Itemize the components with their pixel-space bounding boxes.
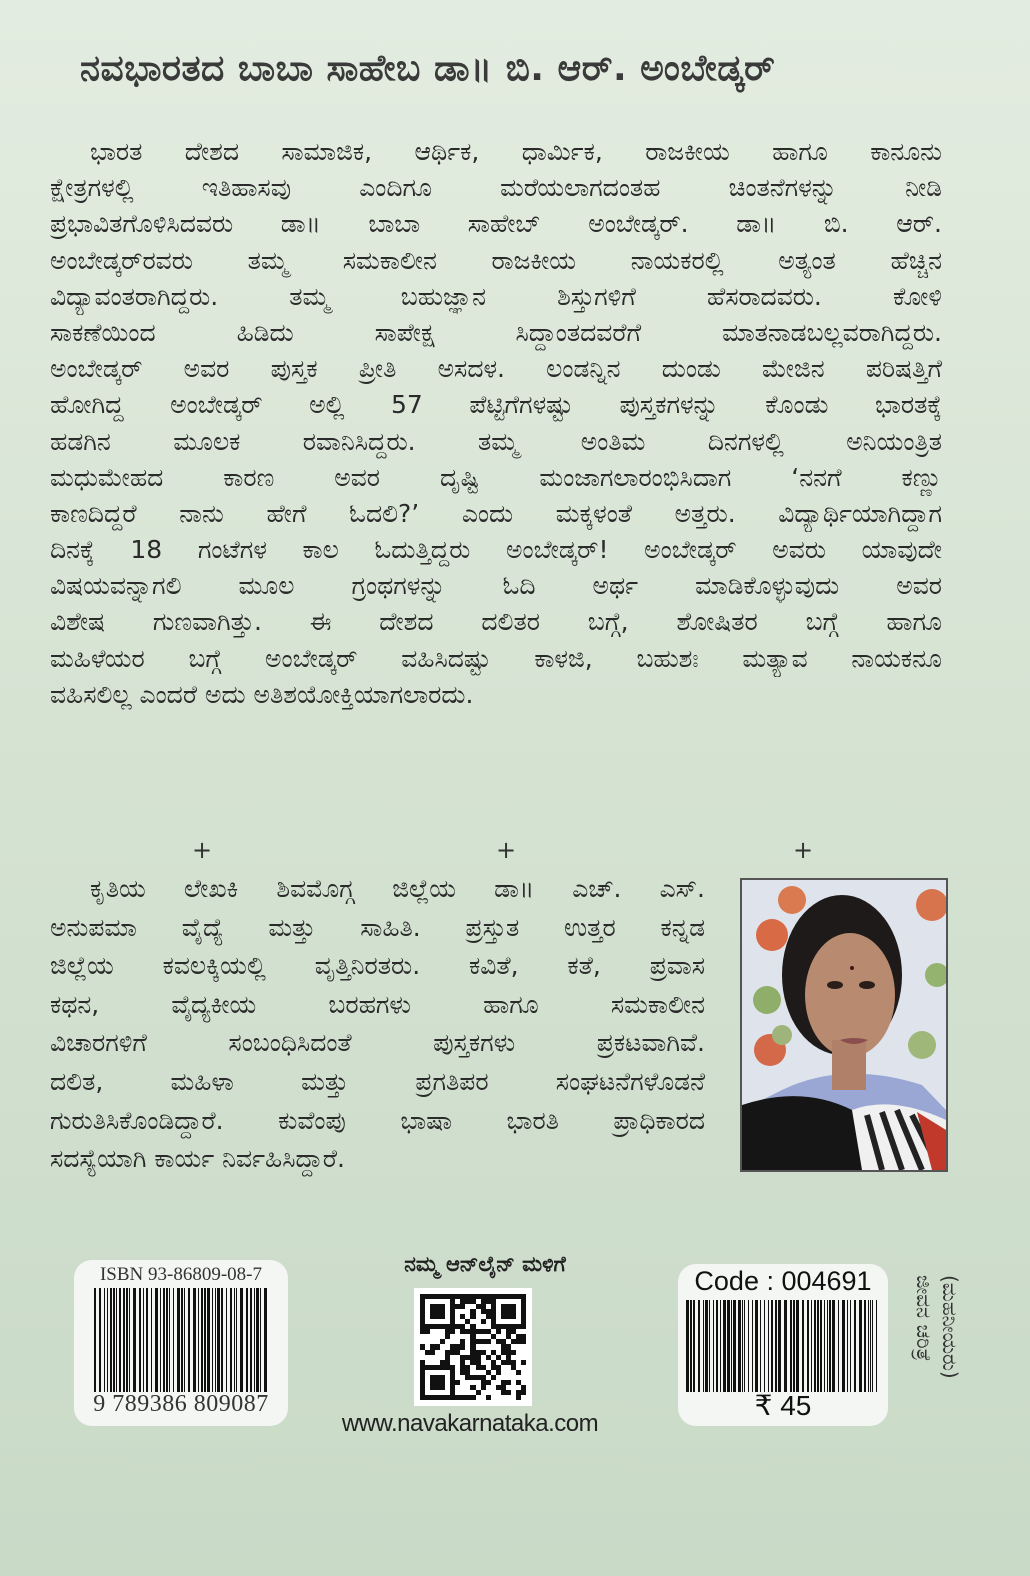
barcode-bar: [847, 1300, 848, 1392]
about-author-paragraph: [50, 870, 705, 1179]
barcode-bar: [146, 1288, 148, 1392]
barcode-bar: [760, 1300, 761, 1392]
barcode-bar: [260, 1288, 261, 1392]
barcode-bar: [793, 1300, 796, 1392]
barcode-bar: [742, 1300, 743, 1392]
text-line: ಕ್ಷೇತ್ರಗಳಲ್ಲಿ ಇತಿಹಾಸವು ಎಂದಿಗೂ ಮರೆಯಲಾಗದಂತಹ ಚಿಂತನೆಗಳನ್ನು ನೀಡಿ: [50, 173, 942, 203]
barcode-bar: [193, 1288, 196, 1392]
price: ₹ 45: [754, 1390, 812, 1421]
text-line: ಮಹಿಳೆಯರ ಬಗ್ಗೆ ಅಂಬೇಡ್ಕರ್ ವಹಿಸಿದಷ್ಟು ಕಾಳಜಿ, ಬಹುಶಃ ಮತ್ಯಾವ ನಾಯಕನೂ: [50, 643, 942, 673]
text-line: ಸದಸ್ಯೆಯಾಗಿ ಕಾರ್ಯ ನಿರ್ವಹಿಸಿದ್ದಾರೆ.: [50, 1144, 345, 1174]
barcode-bar: [776, 1300, 777, 1392]
text-line: ಜಿಲ್ಲೆಯ ಕವಲಕ್ಕಿಯಲ್ಲಿ ವೃತ್ತಿನಿರತರು. ಕವಿತೆ, ಕತೆ, ಪ್ರವಾಸ: [50, 951, 705, 981]
barcode-bar: [784, 1300, 787, 1392]
category-text: ಜೀವನ ಚರಿತ್ರೆ: [912, 1275, 936, 1361]
barcode-bar: [727, 1300, 730, 1392]
text-line: ದಲಿತ, ಮಹಿಳಾ ಮತ್ತು ಪ್ರಗತಿಪರ ಸಂಘಟನೆಗಳೊಡನೆ: [50, 1066, 705, 1096]
barcode-bar: [173, 1288, 174, 1392]
barcode-bar: [123, 1288, 125, 1392]
barcode-bar: [143, 1288, 144, 1392]
barcode-bar: [686, 1300, 689, 1392]
isbn-barcode-label: [74, 1260, 288, 1426]
spine-category: [900, 1275, 962, 1435]
barcode-bar: [778, 1300, 781, 1392]
separator-plus: +: [192, 836, 213, 864]
qr-module: [521, 1395, 526, 1400]
barcode-bar: [234, 1288, 235, 1392]
barcode-bar: [201, 1288, 203, 1392]
barcode-bar: [859, 1300, 862, 1392]
text-line: ಭಾರತ ದೇಶದ ಸಾಮಾಜಿಕ, ಆರ್ಥಿಕ, ಧಾರ್ಮಿಕ, ರಾಜಕೀಯ ಹಾಗೂ ಕಾನೂನು: [90, 137, 942, 166]
barcode-bar: [254, 1288, 255, 1392]
barcode-bar: [764, 1300, 765, 1392]
barcode-bar: [811, 1300, 813, 1392]
text-line: ವಿಶೇಷ ಗುಣವಾಗಿತ್ತು. ಈ ದೇಶದ ದಲಿತರ ಬಗ್ಗೆ, ಶೋಷಿತರ ಬಗ್ಗೆ ಹಾಗೂ: [50, 607, 942, 637]
text-line: ದಿನಕ್ಕೆ 18 ಗಂಟೆಗಳ ಕಾಲ ಓದುತ್ತಿದ್ದರು ಅಂಬೇಡ್ಕರ್! ಅಂಬೇಡ್ಕರ್ ಅವರು ಯಾವುದೇ: [50, 535, 942, 565]
barcode-bar: [204, 1288, 206, 1392]
barcode-bar: [876, 1300, 877, 1392]
text-line: ವಿಷಯವನ್ನಾಗಲಿ ಮೂಲ ಗ್ರಂಥಗಳನ್ನು ಓದಿ ಅರ್ಥ ಮಾಡಿಕೊಳ್ಳುವುದು ಅವರ: [50, 571, 942, 601]
barcode-bar: [177, 1288, 180, 1392]
barcode-bar: [264, 1288, 267, 1392]
barcode-bar: [217, 1288, 220, 1392]
barcode-bar: [113, 1288, 115, 1392]
barcode-bar: [820, 1300, 822, 1392]
barcode-bar: [184, 1288, 185, 1392]
website-link[interactable]: www.navakarnataka.com: [341, 1410, 599, 1437]
barcode-bar: [870, 1300, 871, 1392]
barcode-bar: [768, 1300, 769, 1392]
barcode-bar: [842, 1300, 845, 1392]
barcode-bar: [198, 1288, 199, 1392]
text-line: ಪ್ರಭಾವಿತಗೊಳಿಸಿದವರು ಡಾ॥ ಬಾಬಾ ಸಾಹೇಬ್ ಅಂಬೇಡ್ಕರ್. ಡಾ॥ ಬಿ. ಆರ್.: [50, 209, 942, 239]
barcode-bar: [151, 1288, 152, 1392]
barcode-bar: [854, 1300, 856, 1392]
barcode-bar: [129, 1288, 130, 1392]
text-line: ವಿಚಾರಗಳಿಗೆ ಸಂಬಂಧಿಸಿದಂತೆ ಪುಸ್ತಕಗಳು ಪ್ರಕಟವಾಗಿವೆ.: [50, 1028, 705, 1058]
barcode-bar: [775, 1300, 776, 1392]
barcode-bar: [850, 1300, 852, 1392]
barcode-bar: [250, 1288, 252, 1392]
barcode-bar: [790, 1300, 792, 1392]
isbn-number: 9 789386 809087: [93, 1391, 269, 1417]
barcode-bar: [240, 1288, 243, 1392]
separator-plus: +: [496, 836, 517, 864]
barcode-bar: [133, 1288, 136, 1392]
barcode-bar: [755, 1300, 758, 1392]
barcode-bar: [163, 1288, 165, 1392]
barcode-bar: [829, 1300, 832, 1392]
barcode-bar: [814, 1300, 816, 1392]
barcode-bar: [738, 1300, 741, 1392]
price-code-label: [678, 1264, 888, 1426]
barcode-bar: [720, 1300, 721, 1392]
barcode-bar: [827, 1300, 828, 1392]
code-barcode: [686, 1300, 880, 1392]
text-line: ಗುರುತಿಸಿಕೊಂಡಿದ್ದಾರೆ. ಕುವೆಂಪು ಭಾಷಾ ಭಾರತಿ ಪ್ರಾಧಿಕಾರದ: [50, 1105, 705, 1135]
text-line: ಕೃತಿಯ ಲೇಖಕಿ ಶಿವಮೊಗ್ಗ ಜಿಲ್ಲೆಯ ಡಾ॥ ಎಚ್. ಎಸ್.: [90, 874, 705, 903]
barcode-bar: [832, 1300, 835, 1392]
barcode-bar: [256, 1288, 259, 1392]
barcode-bar: [94, 1288, 96, 1392]
text-line: ಸಾಕಣೆಯಿಂದ ಹಿಡಿದು ಸಾಪೇಕ್ಷ ಸಿದ್ಧಾಂತದವರೆಗೆ ಮಾತನಾಡಬಲ್ಲವರಾಗಿದ್ದರು.: [50, 317, 942, 347]
barcode-bar: [119, 1288, 122, 1392]
barcode-bar: [99, 1288, 101, 1392]
barcode-bar: [709, 1300, 710, 1392]
barcode-bar: [226, 1288, 227, 1392]
barcode-bar: [107, 1288, 108, 1392]
barcode-bar: [160, 1288, 161, 1392]
barcode-bar: [744, 1300, 745, 1392]
barcode-bar: [872, 1300, 873, 1392]
text-line: ಕಾಣದಿದ್ದರೆ ನಾನು ಹೇಗೆ ಓದಲಿ?’ ಎಂದು ಮಕ್ಕಳಂತೆ ಅತ್ತರು. ವಿದ್ಯಾರ್ಥಿಯಾಗಿದ್ದಾಗ: [50, 498, 942, 528]
barcode-bar: [752, 1300, 754, 1392]
barcode-bar: [181, 1288, 184, 1392]
barcode-bar: [868, 1300, 870, 1392]
text-line: ಅಂಬೇಡ್ಕರ್ ಅವರ ಪುಸ್ತಕ ಪ್ರೀತಿ ಅಸದಳ. ಲಂಡನ್ನಿನ ದುಂಡು ಮೇಜಿನ ಪರಿಷತ್ತಿಗೆ: [50, 354, 942, 384]
barcode-bar: [817, 1300, 819, 1392]
barcode-bar: [723, 1300, 726, 1392]
barcode-bar: [169, 1288, 170, 1392]
barcode-bar: [139, 1288, 141, 1392]
separator-plus: +: [793, 836, 814, 864]
barcode-bar: [703, 1300, 704, 1392]
barcode-bar: [698, 1300, 700, 1392]
online-store-label: ನಮ್ಮ ಆನ್‌ಲೈನ್ ಮಳಿಗೆ: [404, 1252, 566, 1276]
barcode-bar: [690, 1300, 692, 1392]
barcode-bar: [771, 1300, 773, 1392]
barcode-bar: [716, 1300, 718, 1392]
book-title: ನವಭಾರತದ ಬಾಬಾ ಸಾಹೇಬ ಡಾ॥ ಬಿ. ಆರ್. ಅಂಬೇಡ್ಕರ್: [80, 48, 776, 89]
barcode-bar: [824, 1300, 825, 1392]
barcode-bar: [126, 1288, 128, 1392]
barcode-bar: [116, 1288, 117, 1392]
barcode-bar: [215, 1288, 216, 1392]
barcode-bar: [207, 1288, 210, 1392]
barcode-bar: [104, 1288, 105, 1392]
barcode-bar: [733, 1300, 736, 1392]
barcode-bar: [212, 1288, 213, 1392]
barcode-bar: [802, 1300, 804, 1392]
about-ambedkar-paragraph: [50, 134, 942, 713]
barcode-bar: [155, 1288, 158, 1392]
barcode-bar: [705, 1300, 708, 1392]
text-line: ಅಂಬೇಡ್ಕರ್‌ರವರು ತಮ್ಮ ಸಮಕಾಲೀನ ರಾಜಕೀಯ ನಾಯಕರಲ್ಲಿ ಅತ್ಯಂತ ಹೆಚ್ಚಿನ: [50, 245, 942, 275]
barcode-bar: [166, 1288, 168, 1392]
barcode-bar: [748, 1300, 749, 1392]
text-line: ಕಥನ, ವೈದ್ಯಕೀಯ ಬರಹಗಳು ಹಾಗೂ ಸಮಕಾಲೀನ: [50, 989, 705, 1019]
barcode-bar: [807, 1300, 809, 1392]
text-line: ಅನುಪಮಾ ವೈದ್ಯೆ ಮತ್ತು ಸಾಹಿತಿ. ಪ್ರಸ್ತುತ ಉತ್ತರ ಕನ್ನಡ: [50, 912, 705, 942]
product-code: Code : 004691: [694, 1266, 872, 1296]
series-text: (ಮಹನೀಯರು): [938, 1275, 962, 1379]
barcode-bar: [110, 1288, 112, 1392]
barcode-bar: [838, 1300, 839, 1392]
text-line: ಹೋಗಿದ್ದ ಅಂಬೇಡ್ಕರ್ ಅಲ್ಲಿ 57 ಪೆಟ್ಟಿಗೆಗಳಷ್ಟು ಪುಸ್ತಕಗಳನ್ನು ಕೊಂಡು ಭಾರತಕ್ಕೆ: [50, 390, 942, 420]
isbn-barcode: [94, 1288, 270, 1392]
barcode-bar: [796, 1300, 799, 1392]
barcode-bar: [693, 1300, 696, 1392]
barcode-bar: [230, 1288, 232, 1392]
text-line: ಹಡಗಿನ ಮೂಲಕ ರವಾನಿಸಿದ್ದರು. ತಮ್ಮ ಅಂತಿಮ ದಿನಗಳಲ್ಲಿ ಅನಿಯಂತ್ರಿತ: [50, 426, 942, 456]
barcode-bar: [236, 1288, 237, 1392]
barcode-bar: [864, 1300, 866, 1392]
text-line: ಮಧುಮೇಹದ ಕಾರಣ ಅವರ ದೃಷ್ಟಿ ಮಂಜಾಗಲಾರಂಭಿಸಿದಾಗ ‘ನನಗೆ ಕಣ್ಣು: [50, 462, 942, 492]
author-photo: [740, 878, 948, 1172]
barcode-bar: [246, 1288, 248, 1392]
barcode-bar: [731, 1300, 732, 1392]
barcode-bar: [221, 1288, 223, 1392]
barcode-bar: [188, 1288, 190, 1392]
qr-code[interactable]: [414, 1288, 532, 1406]
barcode-bar: [713, 1300, 714, 1392]
text-line: ವಹಿಸಲಿಲ್ಲ ಎಂದರೆ ಅದು ಅತಿಶಯೋಕ್ತಿಯಾಗಲಾರದು.: [50, 679, 474, 709]
text-line: ವಿದ್ಯಾವಂತರಾಗಿದ್ದರು. ತಮ್ಮ ಬಹುಜ್ಞಾನ ಶಿಸ್ತುಗಳಿಗೆ ಹೆಸರಾದವರು. ಕೋಳಿ: [50, 281, 942, 311]
isbn-text: ISBN 93-86809-08-7: [99, 1264, 263, 1285]
